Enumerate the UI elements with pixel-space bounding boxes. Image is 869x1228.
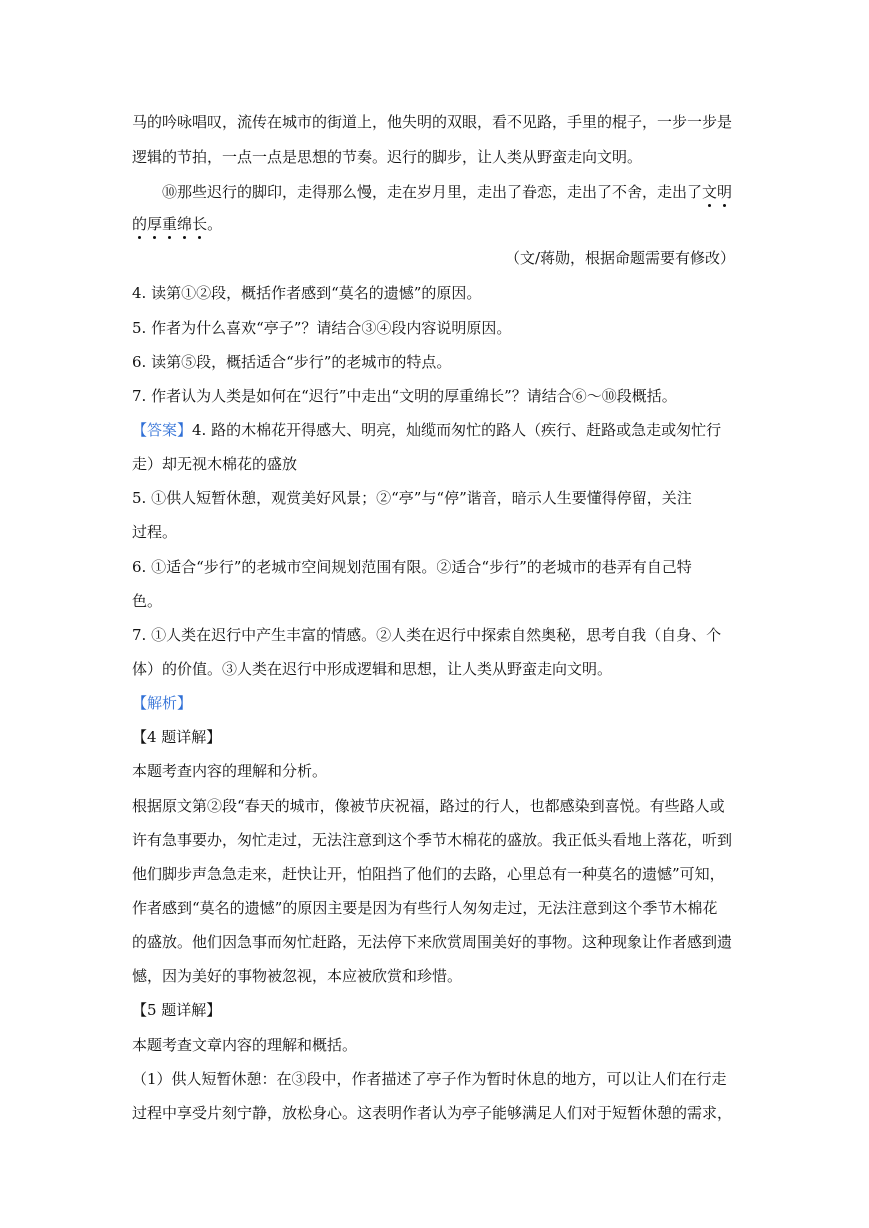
answer-line: 过程。 [132, 523, 178, 541]
question-4: 4. 读第①②段，概括作者感到“莫名的遗憾”的原因。 [132, 284, 482, 302]
emphasis-dot-char: 绵 [177, 215, 193, 233]
answer-text: 4. 路的木棉花开得感大、明亮，灿缆而匆忙的路人（疾行、赶路或急走或匆忙行 [192, 421, 722, 439]
analysis-line: 憾，因为美好的事物被忽视，本应被欣赏和珍惜。 [132, 967, 463, 985]
passage-text: ⑩那些迟行的脚印，走得那么慢，走在岁月里，走出了眷恋，走出了不舍，走出了 [162, 183, 703, 201]
passage-line: 马的吟咏唱叹，流传在城市的街道上，他失明的双眼，看不见路，手里的棍子，一步一步是 [132, 113, 733, 131]
section-heading-4: 【4 题详解】 [132, 728, 222, 746]
analysis-line: 许有急事要办，匆忙走过，无法注意到这个季节木棉花的盛放。我正低头看地上落花，听到 [132, 831, 733, 849]
analysis-line: 的盛放。他们因急事而匆忙赶路，无法停下来欣赏周围美好的事物。这种现象让作者感到遗 [132, 933, 733, 951]
analysis-line: 过程中享受片刻宁静，放松身心。这表明作者认为亭子能够满足人们对于短暂休憩的需求， [132, 1104, 733, 1122]
emphasis-dot-char: 的 [132, 215, 148, 233]
passage-text: 。 [207, 215, 223, 233]
passage-line: 逻辑的节拍，一点一点是思想的节奏。迟行的脚步，让人类从野蛮走向文明。 [132, 148, 643, 166]
answer-6-line: 6. ①适合“步行”的老城市空间规划范围有限。②适合“步行”的老城市的巷弄有自己特 [132, 558, 692, 576]
answer-line: 色。 [132, 592, 163, 610]
question-7: 7. 作者认为人类是如何在“迟行”中走出“文明的厚重绵长”？请结合⑥～⑩段概括。 [132, 387, 677, 405]
emphasis-dotted-text [702, 183, 732, 201]
answer-7-line: 7. ①人类在迟行中产生丰富的情感。②人类在迟行中探索自然奥秘，思考自我（自身、个 [132, 626, 722, 644]
passage-paragraph-10-cont [132, 214, 737, 234]
emphasis-dot-char: 明 [717, 183, 733, 201]
analysis-line: （1）供人短暂休憩：在③段中，作者描述了亭子作为暂时休息的地方，可以让人们在行走 [132, 1070, 727, 1088]
emphasis-dot-char: 重 [162, 215, 178, 233]
analysis-intro-5: 本题考查文章内容的理解和概括。 [132, 1036, 358, 1054]
analysis-tag: 【解析】 [132, 694, 193, 712]
analysis-line: 作者感到“莫名的遗憾”的原因主要是因为有些行人匆匆走过，无法注意到这个季节木棉花 [132, 899, 718, 917]
emphasis-dot-char: 长 [192, 215, 208, 233]
answer-5-line: 5. ①供人短暂休憩，观赏美好风景；②“亭”与“停”谐音，暗示人生要懂得停留，关注 [132, 489, 692, 507]
answer-4-line [132, 420, 737, 440]
section-heading-5: 【5 题详解】 [132, 1001, 222, 1019]
passage-paragraph-10 [162, 182, 737, 202]
answer-line: 体）的价值。③人类在迟行中形成逻辑和思想，让人类从野蛮走向文明。 [132, 660, 613, 678]
question-5: 5. 作者为什么喜欢“亭子”？请结合③④段内容说明原因。 [132, 319, 512, 337]
source-citation: （文/蒋勋，根据命题需要有修改） [504, 249, 735, 267]
analysis-intro-4: 本题考查内容的理解和分析。 [132, 762, 328, 780]
answer-line: 走）却无视木棉花的盛放 [132, 455, 298, 473]
answer-tag: 【答案】 [132, 421, 193, 439]
emphasis-dotted-text [132, 215, 207, 233]
emphasis-dot-char: 文 [702, 183, 718, 201]
analysis-line: 他们脚步声急急走来，赶快让开，怕阻挡了他们的去路，心里总有一种莫名的遗憾”可知， [132, 865, 725, 883]
analysis-line: 根据原文第②段“春天的城市，像被节庆祝福，路过的行人，也都感染到喜悦。有些路人或 [132, 797, 725, 815]
question-6: 6. 读第⑤段，概括适合“步行”的老城市的特点。 [132, 353, 452, 371]
emphasis-dot-char: 厚 [147, 215, 163, 233]
